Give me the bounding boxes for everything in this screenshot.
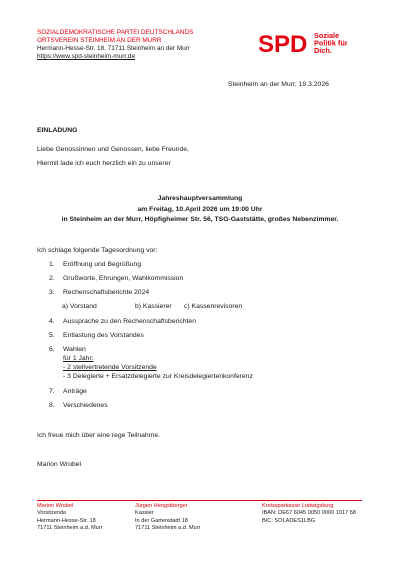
agenda-number: 2. [49,275,55,282]
agenda-number: 3. [49,289,55,296]
sender-address: Hermann-Hesse-Str. 18, 71711 Steinheim an der Murr [37,45,190,52]
party-name: SOZIALDEMOKRATISCHE PARTEI DEUTSCHLANDS [37,29,194,36]
sender-block [37,29,193,61]
footer-line: 71711 Steinheim a.d. Murr [37,524,103,531]
election-period: für 1 Jahr: [63,355,94,362]
closing-text: Ich freue mich über eine rege Teilnahme. [37,432,161,439]
agenda-text: Anträge [63,388,87,395]
footer-line: In der Gartenstadt 18 [135,517,188,524]
footer-line: Kassier [135,510,154,517]
footer-name: Marion Wrobel [37,503,74,509]
agenda-intro: Ich schlage folgende Tagesordnung vor: [37,247,158,254]
agenda-text: Grußworte, Ehrungen, Wahlkommission [63,275,184,282]
logo-slogan-3: Dich. [314,46,332,55]
date-line: Steinheim an der Murr, 19.3.2026 [228,81,329,88]
signature: Marion Wrobel [37,461,82,468]
agenda-text: Verschiedenes [63,402,108,409]
logo-wordmark: SPD [258,31,308,55]
agenda-text: Rechenschaftsberichte 2024 [63,289,150,296]
agenda-number: 6. [49,346,55,353]
event-title: Jahreshauptversammlung [157,195,243,202]
agenda-number: 7. [49,388,55,395]
footer-line: 71711 Steinheim a.d. Murr [135,524,201,531]
agenda-text: Entlastung des Vorstandes [63,332,144,339]
footer-bank [262,503,356,525]
agenda-number: 5. [49,332,55,339]
footer-name: Jürgen Hengstberger [135,503,188,509]
footer-chair [37,503,103,532]
report-vorstand: a) Vorstand [62,303,97,310]
logo-slogan-2: Politik für [314,38,348,48]
spd-logo [258,31,358,55]
footer-line: Vorsitzende [37,510,67,517]
report-kassenrevisoren: c) Kassenrevisoren [184,303,243,310]
report-kassierer: b) Kassierer [135,303,172,310]
election-item [63,364,157,371]
footer-line: IBAN: DE67 6045 0050 0000 1017 58 [262,510,356,517]
intro-text: Hiermit lade ich euch herzlich ein zu unserer [37,160,171,167]
event-date: am Freitag, 10.April 2026 um 19:00 Uhr [137,205,263,213]
footer-line: BIC: SOLADES1LBG [262,517,316,524]
agenda-text: Wahlen [63,346,86,353]
agenda-text: Eröffnung und Begrüßung [63,261,142,268]
agenda-number: 8. [49,402,55,409]
letter-heading: EINLADUNG [37,127,78,134]
footer-line: Hermann-Hesse-Str. 18 [37,517,96,524]
website-link[interactable]: https://www.spd-steinheim-murr.de [37,53,136,60]
agenda-number: 1. [49,261,55,268]
logo-slogan-1: Soziale [314,31,340,40]
agenda-text: Aussprache zu den Rechenschaftsberichten [63,318,196,325]
election-item-text: - 2 stellvertretende Vorsitzende [63,364,157,371]
election-item: - 3 Delegierte + Ersatzdelegierte zur Kreisdelegiertenkonferenz [63,373,253,380]
footer-name: Kreissparkasse Ludwigsburg [262,503,334,509]
greeting: Liebe Genossinnen und Genossen, liebe Freunde, [37,146,189,153]
footer-divider [37,500,362,501]
footer-treasurer [135,503,201,532]
event-location: in Steinheim an der Murr, Höpfigheimer Str. 56, TSG-Gaststätte, großes Nebenzimmer. [61,216,339,223]
local-chapter-name: ORTSVEREIN STEINHEIM AN DER MURR [37,37,162,44]
agenda-number: 4. [49,318,55,325]
